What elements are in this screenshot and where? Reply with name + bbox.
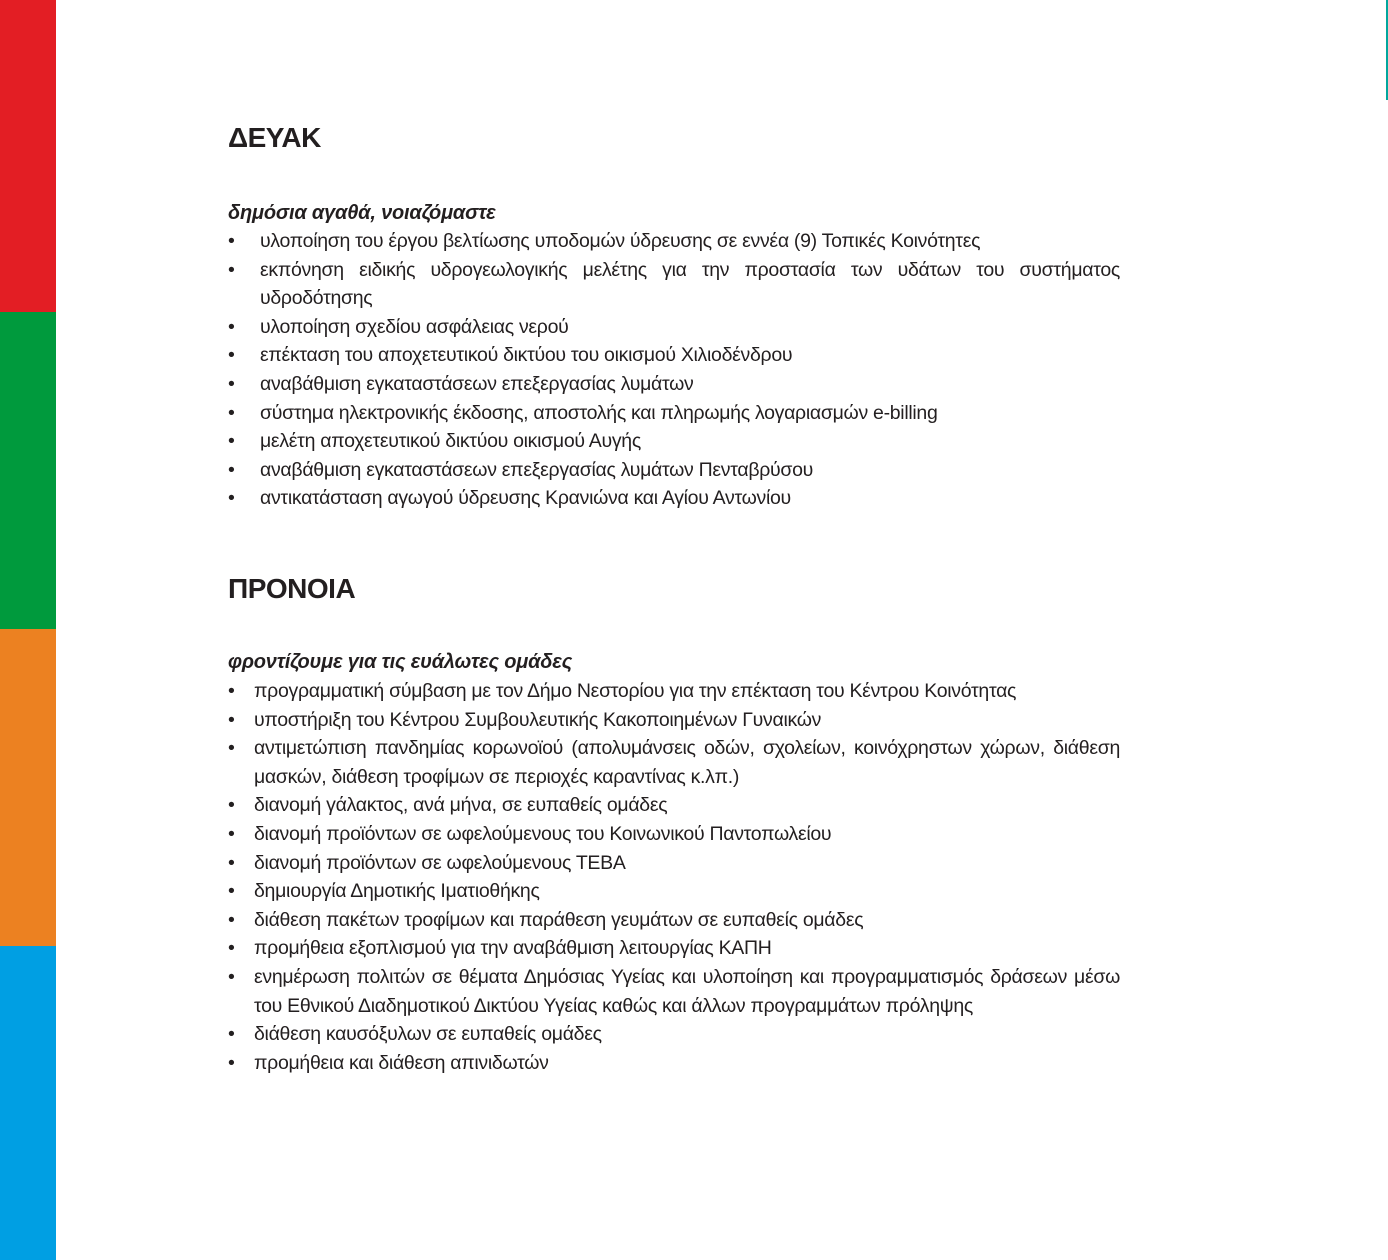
list-item-text: υποστήριξη του Κέντρου Συμβουλευτικής Κακοποιημένων Γυναικών <box>254 708 822 731</box>
list-item-text: αναβάθμιση εγκαταστάσεων επεξεργασίας λυμάτων Πενταβρύσου <box>260 458 814 481</box>
bullet-icon: • <box>228 880 235 903</box>
list-item-text: διάθεση καυσόξυλων σε ευπαθείς ομάδες <box>254 1023 602 1046</box>
side-band-blue <box>0 946 56 1260</box>
list-item-text: σύστημα ηλεκτρονικής έκδοσης, αποστολής και πληρωμής λογαριασμών e-billing <box>260 401 938 424</box>
list-item <box>228 484 1120 513</box>
bullet-icon: • <box>228 851 235 874</box>
list-item <box>228 313 1120 342</box>
side-band-green <box>0 312 56 629</box>
bullet-icon: • <box>228 401 235 424</box>
list-item <box>228 877 1120 906</box>
bullet-icon: • <box>228 487 235 510</box>
bullet-icon: • <box>228 315 235 338</box>
bullet-icon: • <box>228 822 235 845</box>
bullet-list-deyak <box>228 227 1120 513</box>
section-subtitle-deyak: δημόσια αγαθά, νοιαζόμαστε <box>228 202 496 224</box>
list-item-text: υλοποίηση σχεδίου ασφάλειας νερού <box>260 315 569 338</box>
bullet-icon: • <box>228 430 235 453</box>
list-item-text: αντιμετώπιση πανδημίας κορωνοϊού (απολυμάνσεις οδών, σχολείων, κοινόχρηστων χώρων, διάθεση μασκών, διάθεση τροφίμων σε περιοχές καραντίνας κ.λπ.) <box>254 737 1120 788</box>
bullet-list-pronoia <box>228 677 1120 1077</box>
list-item-text: μελέτη αποχετευτικού δικτύου οικισμού Αυγής <box>260 430 641 453</box>
section-subtitle-pronoia: φροντίζουμε για τις ευάλωτες ομάδες <box>228 651 573 673</box>
list-item <box>228 849 1120 878</box>
section-title-pronoia: ΠΡΟΝΟΙΑ <box>228 573 356 604</box>
list-item <box>228 1020 1120 1049</box>
list-item-text: διανομή προϊόντων σε ωφελούμενους του Κοινωνικού Παντοπωλείου <box>254 822 832 845</box>
list-item <box>228 341 1120 370</box>
bullet-icon: • <box>228 680 235 702</box>
section-title-deyak: ΔΕΥΑΚ <box>228 122 321 153</box>
bullet-icon: • <box>228 372 235 395</box>
list-item <box>228 906 1120 935</box>
side-band-red <box>0 0 56 312</box>
list-item-text: διανομή προϊόντων σε ωφελούμενους ΤΕΒΑ <box>254 851 626 874</box>
list-item-text: προμήθεια εξοπλισμού για την αναβάθμιση λειτουργίας ΚΑΠΗ <box>254 937 772 960</box>
list-item <box>228 456 1120 485</box>
list-item <box>228 677 1120 706</box>
list-item <box>228 820 1120 849</box>
list-item <box>228 1049 1120 1078</box>
list-item <box>228 934 1120 963</box>
list-item <box>228 427 1120 456</box>
list-item-text: δημιουργία Δημοτικής Ιματιοθήκης <box>254 880 540 903</box>
list-item-text: διανομή γάλακτος, ανά μήνα, σε ευπαθείς ομάδες <box>254 794 668 817</box>
bullet-icon: • <box>228 1051 235 1074</box>
list-item <box>228 256 1120 313</box>
list-item-text: υλοποίηση του έργου βελτίωσης υποδομών ύδρευσης σε εννέα (9) Τοπικές Κοινότητες <box>260 230 981 252</box>
list-item <box>228 227 1120 256</box>
list-item <box>228 963 1120 1020</box>
list-item-text: προγραμματική σύμβαση με τον Δήμο Νεστορίου για την επέκταση του Κέντρου Κοινότητας <box>254 680 1017 702</box>
list-item <box>228 399 1120 428</box>
list-item-text: προμήθεια και διάθεση απινιδωτών <box>254 1051 549 1074</box>
list-item-text: αντικατάσταση αγωγού ύδρευσης Κρανιώνα και Αγίου Αντωνίου <box>260 487 791 510</box>
bullet-icon: • <box>228 965 235 988</box>
list-item-text: αναβάθμιση εγκαταστάσεων επεξεργασίας λυμάτων <box>260 372 694 395</box>
bullet-icon: • <box>228 230 235 252</box>
list-item <box>228 791 1120 820</box>
bullet-icon: • <box>228 708 235 731</box>
list-item <box>228 706 1120 735</box>
bullet-icon: • <box>228 344 235 367</box>
bullet-icon: • <box>228 908 235 931</box>
list-item <box>228 370 1120 399</box>
bullet-icon: • <box>228 794 235 817</box>
list-item-text: ενημέρωση πολιτών σε θέματα Δημόσιας Υγείας και υλοποίηση και προγραμματισμός δράσεων μέσω του Εθνικού Διαδημοτικού Δικτύου Υγείας καθώς και άλλων προγραμμάτων πρόληψης <box>254 965 1120 1017</box>
list-item-text: εκπόνηση ειδικής υδρογεωλογικής μελέτης για την προστασία των υδάτων του συστήματος υδροδότησης <box>260 258 1120 310</box>
list-item <box>228 734 1120 791</box>
bullet-icon: • <box>228 258 235 281</box>
bullet-icon: • <box>228 737 235 760</box>
bullet-icon: • <box>228 458 235 481</box>
side-band-orange <box>0 629 56 946</box>
bullet-icon: • <box>228 1023 235 1046</box>
list-item-text: διάθεση πακέτων τροφίμων και παράθεση γευμάτων σε ευπαθείς ομάδες <box>254 908 864 931</box>
bullet-icon: • <box>228 937 235 960</box>
list-item-text: επέκταση του αποχετευτικού δικτύου του οικισμού Χιλιοδένδρου <box>260 344 793 367</box>
